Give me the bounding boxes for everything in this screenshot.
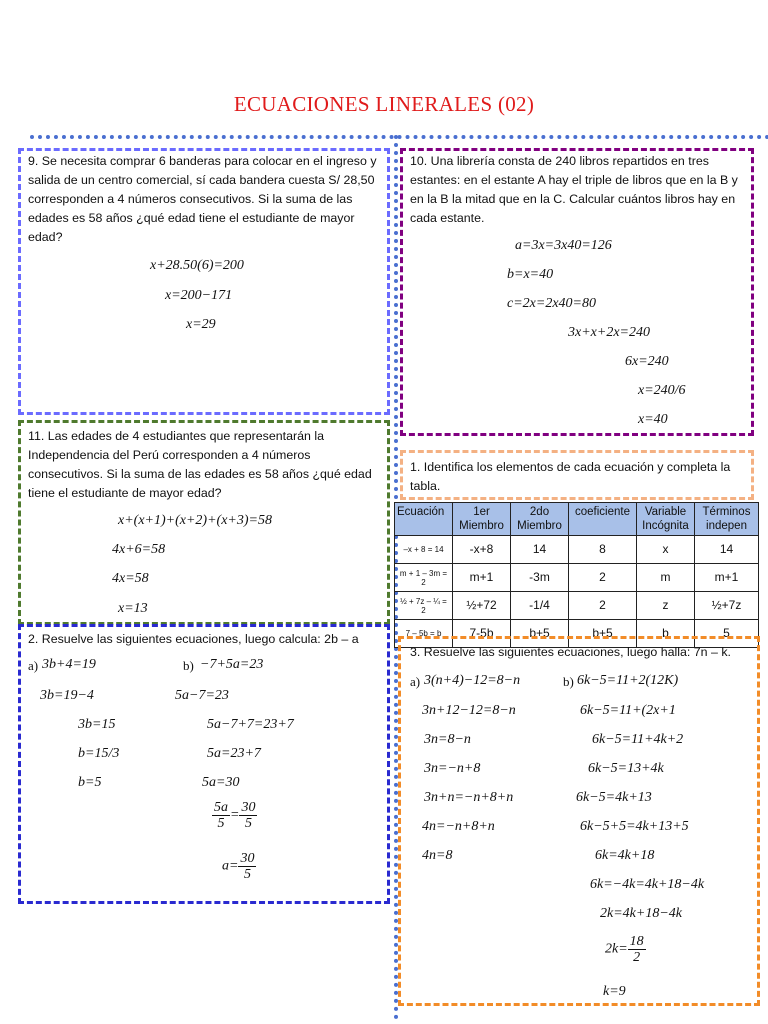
problem-10-text: 10. Una librería consta de 240 libros repartidos en tres estantes: en el estante A hay el triple de libros que en la B y en la B la mitad que en la C. Calcular cuántos libros hay en cada estante. bbox=[410, 154, 738, 225]
p2-a-step-2: 3b=19−4 bbox=[40, 688, 94, 703]
p10-step-3: c=2x=2x40=80 bbox=[507, 296, 596, 311]
p3-b-step-11: k=9 bbox=[603, 984, 626, 999]
table-cell: 8 bbox=[569, 536, 637, 564]
header-coeficiente: coeficiente bbox=[569, 503, 637, 536]
table-cell: m+1 bbox=[695, 564, 759, 592]
p2-b-step-1: −7+5a=23 bbox=[200, 657, 264, 672]
p3-a-label: a) bbox=[410, 674, 421, 689]
p2-b-step-2: 5a−7=23 bbox=[175, 688, 229, 703]
table-cell: 14 bbox=[695, 536, 759, 564]
p3-b-step-4: 6k−5=13+4k bbox=[588, 761, 664, 776]
p3-a-step-4: 3n=−n+8 bbox=[424, 761, 481, 776]
p3-a-step-1: 3(n+4)−12=8−n bbox=[424, 673, 521, 688]
p2-a-step-1: 3b+4=19 bbox=[42, 657, 96, 672]
table-header-row bbox=[395, 503, 759, 536]
p3-a-step-6: 4n=−n+8+n bbox=[422, 819, 495, 834]
table-cell: ½+7z bbox=[695, 592, 759, 620]
table-cell: –x + 8 = 14 bbox=[395, 536, 453, 564]
p3-a-step-5: 3n+n=−n+8+n bbox=[424, 790, 514, 805]
p3-b-step-2: 6k−5=11+(2x+1 bbox=[580, 703, 676, 718]
table-cell: b+5 bbox=[511, 620, 569, 648]
p2-a-step-4: b=15/3 bbox=[78, 746, 120, 761]
table-cell: m + 1 – 3m = 2 bbox=[395, 564, 453, 592]
header-terminos: Términos indepen bbox=[695, 503, 759, 536]
p10-step-2: b=x=40 bbox=[507, 267, 554, 282]
table-cell: 2 bbox=[569, 592, 637, 620]
p2-b-step-6: $\frac{5a}{5}$ = $\frac{30}{5}$ bbox=[214, 800, 256, 831]
p11-step-2: 4x+6=58 bbox=[112, 542, 166, 557]
table-cell: 5 bbox=[695, 620, 759, 648]
p3-b-step-10: 2k= $\frac{18}{2}$ bbox=[605, 934, 644, 965]
problem-2-text: 2. Resuelve las siguientes ecuaciones, luego calcula: 2b – a bbox=[28, 632, 359, 646]
header-1er-miembro: 1er Miembro bbox=[453, 503, 511, 536]
p2-b-step-7: a= $\frac{30}{5}$ bbox=[222, 851, 255, 882]
problem-1-text: 1. Identifica los elementos de cada ecuación y completa la tabla. bbox=[410, 460, 731, 493]
dotted-divider-horizontal bbox=[30, 135, 768, 139]
table-cell: m bbox=[637, 564, 695, 592]
p3-b-step-7: 6k=4k+18 bbox=[595, 848, 655, 863]
table-row bbox=[395, 536, 759, 564]
problem-9-text: 9. Se necesita comprar 6 banderas para colocar en el ingreso y salida de un centro comercial, sí cada bandera cuesta S/ 28,50 corresponden a 4 números consecutivos. Si la suma de las edades es 58 años ¿qué edad tiene el estudiante de mayor edad? bbox=[28, 154, 377, 244]
p2-b-label: b) bbox=[183, 658, 194, 673]
p10-step-5: 6x=240 bbox=[625, 354, 669, 369]
p11-step-1: x+(x+1)+(x+2)+(x+3)=58 bbox=[118, 513, 272, 528]
p11-step-4: x=13 bbox=[118, 601, 148, 616]
p9-step-1: x+28.50(6)=200 bbox=[150, 258, 244, 273]
table-cell: ½ + 7z – ¼ = 2 bbox=[395, 592, 453, 620]
p10-step-6: x=240/6 bbox=[638, 383, 686, 398]
p3-a-step-7: 4n=8 bbox=[422, 848, 453, 863]
p10-step-1: a=3x=3x40=126 bbox=[515, 238, 612, 253]
table-cell: -3m bbox=[511, 564, 569, 592]
page-title: ECUACIONES LINERALES (02) bbox=[233, 92, 535, 116]
table-row bbox=[395, 592, 759, 620]
p3-b-step-3: 6k−5=11+4k+2 bbox=[592, 732, 684, 747]
p10-step-7: x=40 bbox=[638, 412, 668, 427]
table-cell: 7-5b bbox=[453, 620, 511, 648]
table-cell: 14 bbox=[511, 536, 569, 564]
elements-table bbox=[394, 502, 759, 648]
p2-b-step-5: 5a=30 bbox=[202, 775, 240, 790]
table-cell: x bbox=[637, 536, 695, 564]
header-ecuacion: Ecuación bbox=[395, 503, 453, 536]
p2-a-step-3: 3b=15 bbox=[78, 717, 116, 732]
p9-step-2: x=200−171 bbox=[165, 288, 233, 303]
p3-a-step-3: 3n=8−n bbox=[424, 732, 471, 747]
p3-b-step-5: 6k−5=4k+13 bbox=[576, 790, 652, 805]
table-cell: z bbox=[637, 592, 695, 620]
p2-b-step-4: 5a=23+7 bbox=[207, 746, 261, 761]
problem-3-text: 3. Resuelve las siguientes ecuaciones, luego halla: 7n – k. bbox=[410, 645, 731, 659]
table-cell: ½+72 bbox=[453, 592, 511, 620]
p9-step-3: x=29 bbox=[186, 317, 216, 332]
p2-a-step-5: b=5 bbox=[78, 775, 102, 790]
table-cell: m+1 bbox=[453, 564, 511, 592]
table-cell: -1/4 bbox=[511, 592, 569, 620]
p3-b-step-1: 6k−5=11+2(12K) bbox=[577, 673, 679, 688]
p11-step-3: 4x=58 bbox=[112, 571, 149, 586]
p2-b-step-3: 5a−7+7=23+7 bbox=[207, 717, 294, 732]
p10-step-4: 3x+x+2x=240 bbox=[568, 325, 650, 340]
header-variable: Variable Incógnita bbox=[637, 503, 695, 536]
p2-a-label: a) bbox=[28, 658, 39, 673]
table-cell: -x+8 bbox=[453, 536, 511, 564]
table-cell: 7 – 5b = b bbox=[395, 620, 453, 648]
table-row bbox=[395, 564, 759, 592]
p3-b-step-9: 2k=4k+18−4k bbox=[600, 906, 682, 921]
table-cell: b bbox=[637, 620, 695, 648]
table-cell: b+5 bbox=[569, 620, 637, 648]
p3-b-label: b) bbox=[563, 674, 574, 689]
problem-11-text: 11. Las edades de 4 estudiantes que representarán la Independencia del Perú corresponden a 4 números consecutivos. Si la suma de las edades es 58 años ¿qué edad tiene el estudiante de mayor edad? bbox=[28, 429, 372, 500]
p3-b-step-6: 6k−5+5=4k+13+5 bbox=[580, 819, 689, 834]
p3-b-step-8: 6k=−4k=4k+18−4k bbox=[590, 877, 705, 892]
p3-a-step-2: 3n+12−12=8−n bbox=[422, 703, 516, 718]
header-2do-miembro: 2do Miembro bbox=[511, 503, 569, 536]
table-cell: 2 bbox=[569, 564, 637, 592]
